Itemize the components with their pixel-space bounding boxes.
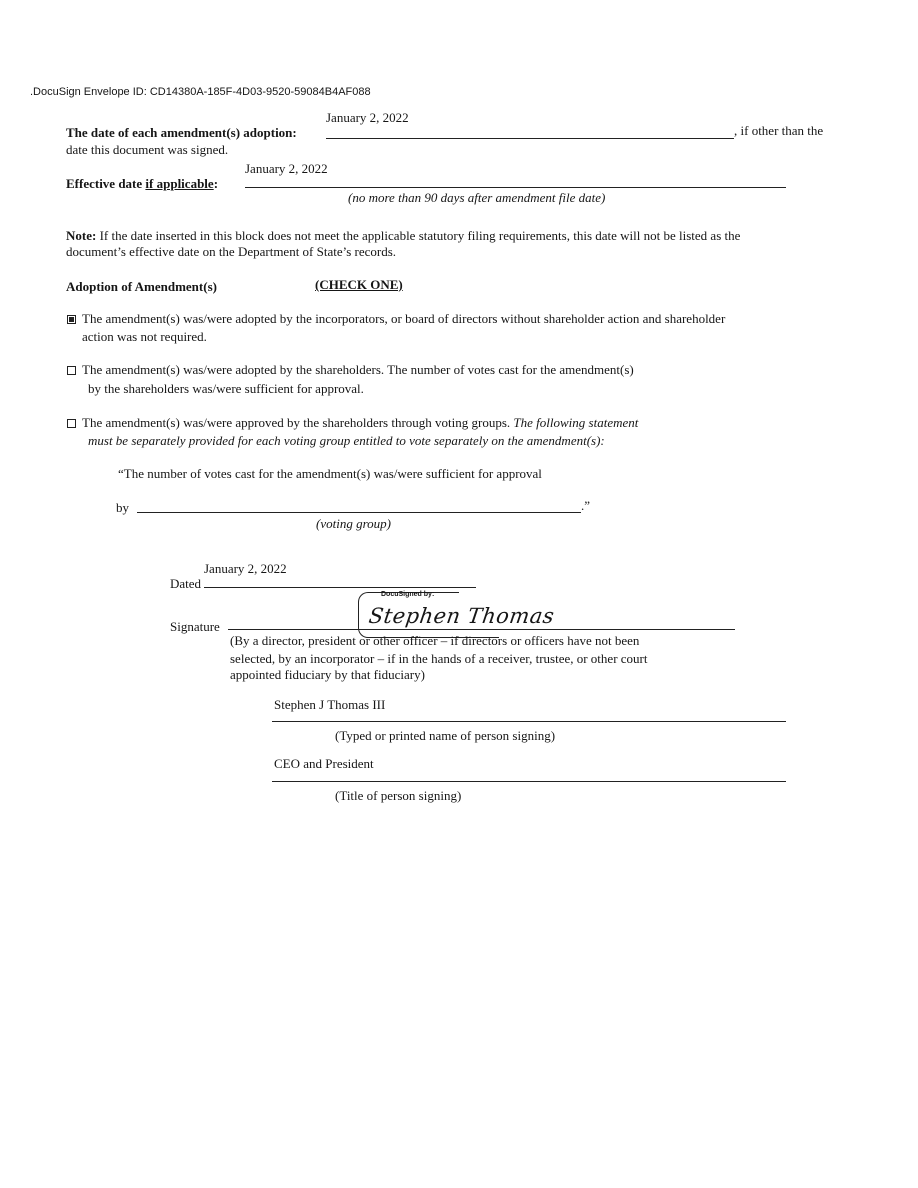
effective-date-label-colon: : — [213, 176, 219, 191]
votes-statement: “The number of votes cast for the amendment(s) was/were sufficient for approval — [118, 466, 542, 481]
signature-label: Signature — [170, 619, 220, 634]
option-shareholders-line-2: by the shareholders was/were sufficient for approval. — [88, 381, 364, 396]
signature-note-line-1: (By a director, president or other officer – if directors or officers have not been — [230, 633, 640, 648]
effective-date-value[interactable]: January 2, 2022 — [245, 161, 328, 176]
signature-line — [228, 629, 735, 630]
note-text-1: If the date inserted in this block does not meet the applicable statutory filing requirements, this date will not be listed as the — [96, 228, 741, 243]
typed-name-line — [272, 721, 786, 722]
adoption-date-label: The date of each amendment(s) adoption: — [66, 125, 297, 140]
note-line-1 — [66, 228, 740, 244]
by-label: by — [116, 500, 129, 515]
docusigned-by-label: DocuSigned by: — [381, 591, 435, 598]
signature-note-line-3: appointed fiduciary by that fiduciary) — [230, 667, 425, 682]
by-close-quote: .” — [581, 498, 591, 513]
option-incorporators-checkbox[interactable] — [67, 315, 76, 324]
title-hint: (Title of person signing) — [335, 788, 462, 803]
title-line — [272, 781, 786, 782]
effective-date-label-prefix: Effective date — [66, 176, 146, 191]
typed-name-hint: (Typed or printed name of person signing) — [335, 728, 556, 743]
option-voting-groups-checkbox[interactable] — [67, 419, 76, 428]
option-shareholders-checkbox[interactable] — [67, 366, 76, 375]
adoption-date-value[interactable]: January 2, 2022 — [326, 110, 409, 125]
option-incorporators-line-2: action was not required. — [82, 329, 207, 344]
effective-date-hint: (no more than 90 days after amendment file date) — [348, 190, 606, 205]
adoption-date-line — [326, 138, 734, 139]
effective-date-label — [66, 176, 218, 192]
effective-date-line — [245, 187, 786, 188]
voting-group-hint: (voting group) — [316, 516, 391, 531]
option-shareholders-line-1: The amendment(s) was/were adopted by the shareholders. The number of votes cast for the amendment(s) — [82, 362, 634, 377]
typed-name-value[interactable]: Stephen J Thomas III — [274, 697, 386, 712]
docusign-envelope-id: .DocuSign Envelope ID: CD14380A-185F-4D03-9520-59084B4AF088 — [30, 86, 371, 98]
adoption-title: Adoption of Amendment(s) — [66, 279, 217, 294]
dated-value[interactable]: January 2, 2022 — [204, 561, 287, 576]
option-voting-groups-line-1 — [82, 415, 638, 431]
note-line-2: document’s effective date on the Department of State’s records. — [66, 244, 397, 259]
note-label: Note: — [66, 228, 97, 243]
option-voting-groups-italic: The following statement — [513, 415, 639, 430]
option-voting-groups-text: The amendment(s) was/were approved by the shareholders through voting groups. — [82, 415, 514, 430]
option-voting-groups-line-2: must be separately provided for each voting group entitled to vote separately on the amendment(s): — [88, 433, 605, 448]
dated-label: Dated — [170, 576, 202, 591]
signature-note-line-2: selected, by an incorporator – if in the hands of a receiver, trustee, or other court — [230, 651, 648, 666]
adoption-date-suffix: , if other than the — [734, 123, 824, 138]
adoption-date-continuation: date this document was signed. — [66, 142, 229, 157]
check-one-label: (CHECK ONE) — [315, 277, 403, 292]
signature-script[interactable]: Stephen Thomas — [367, 604, 556, 628]
effective-date-label-underlined: if applicable — [145, 176, 214, 191]
voting-group-line[interactable] — [137, 512, 581, 513]
dated-line — [204, 587, 476, 588]
title-value[interactable]: CEO and President — [274, 756, 374, 771]
option-incorporators-line-1: The amendment(s) was/were adopted by the incorporators, or board of directors without shareholder action and shareholder — [82, 311, 726, 326]
